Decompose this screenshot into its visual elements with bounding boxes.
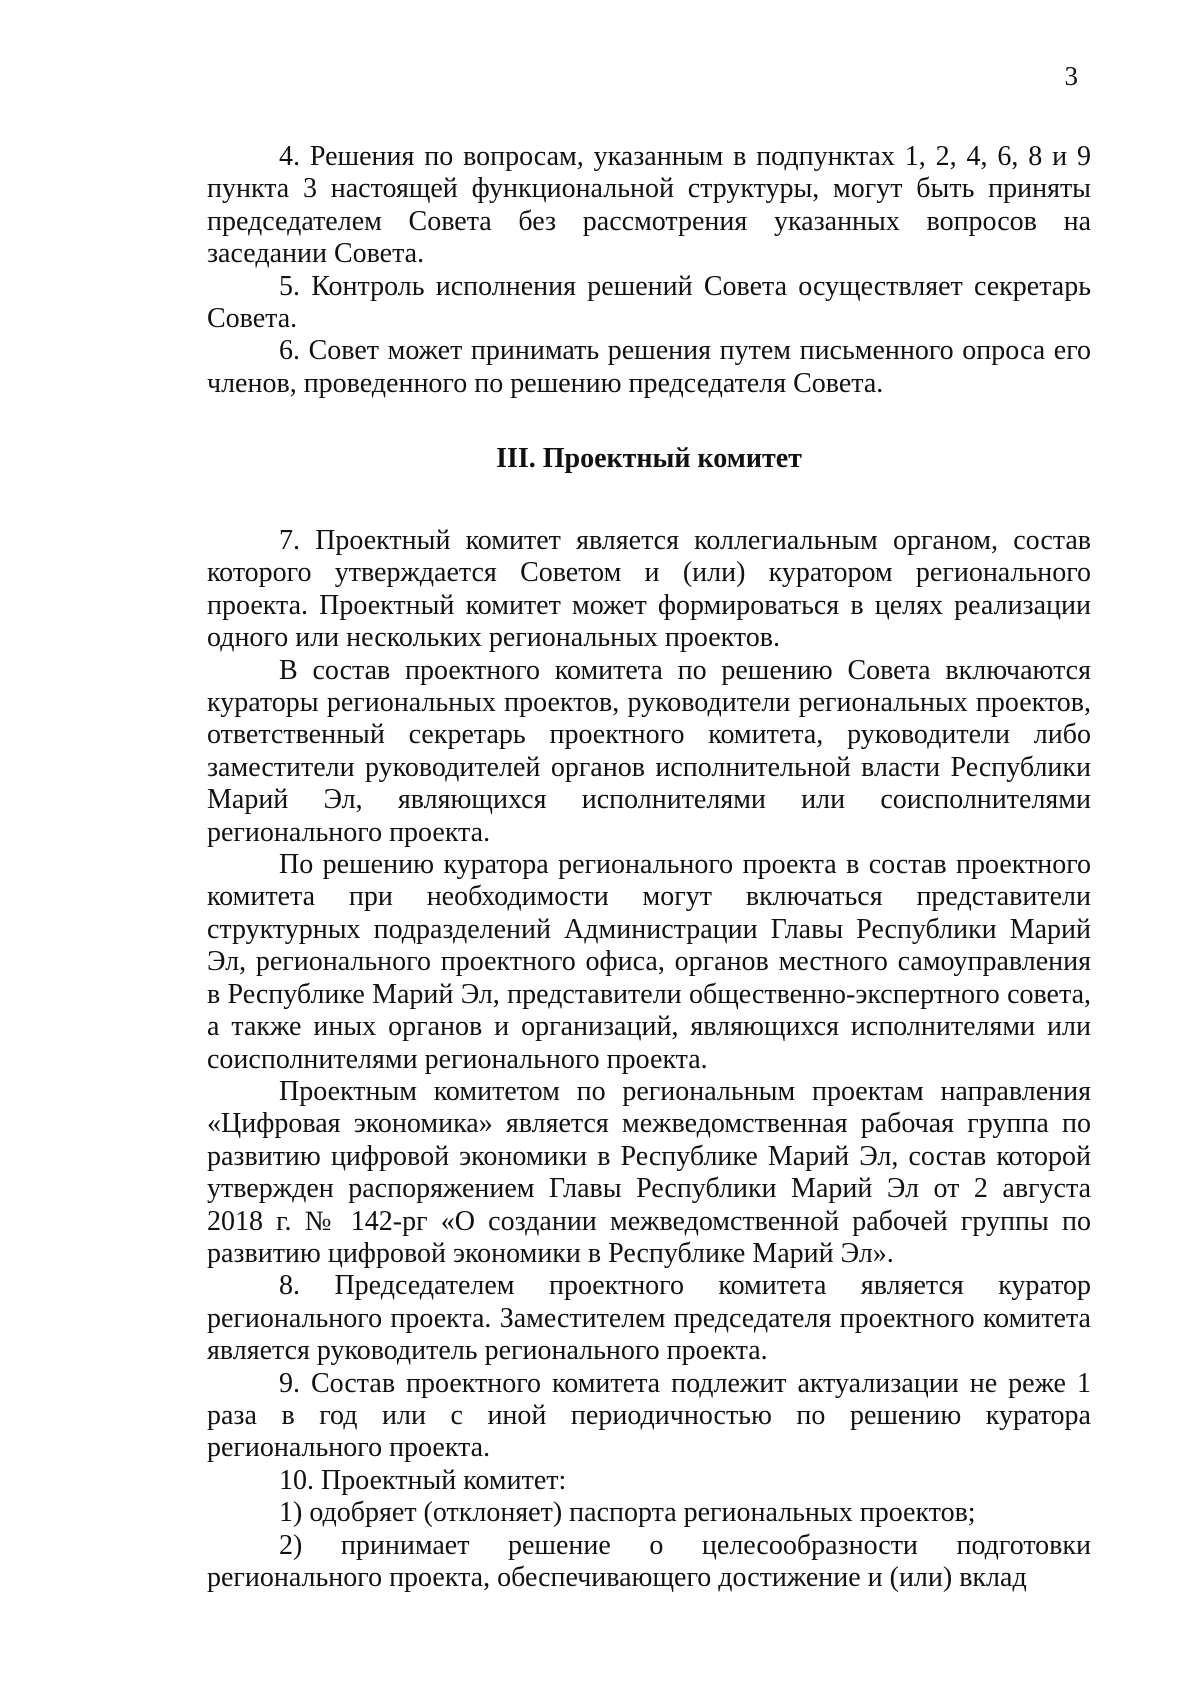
paragraph-item-6: 6. Совет может принимать решения путем письменного опроса его членов, проведенного по решению председателя Совета. [207, 335, 1091, 399]
paragraph-item-10: 10. Проектный комитет: [279, 1464, 567, 1496]
paragraph-item-5: 5. Контроль исполнения решений Совета осуществляет секретарь Совета. [207, 270, 1091, 335]
section-heading: III. Проектный комитет [496, 443, 802, 474]
paragraphs-section-ii-end [207, 141, 1091, 400]
paragraph-committee-members: В состав проектного комитета по решению Совета включаются кураторы региональных проектов, руководители региональных проектов, ответственный секретарь проектного комитета, руководители либо заместители руководителей органов исполнительной власти Республики Марий Эл, являющихся исполнителями или соисполнителями регионального проекта. [207, 654, 1091, 848]
paragraphs-section-iii [207, 525, 1091, 1594]
paragraph-item-7: 7. Проектный комитет является коллегиальным органом, состав которого утверждается Советом и (или) куратором регионального проекта. Проектный комитет может формироваться в целях реализации одного или нескольких региональных проектов. [207, 525, 1091, 654]
paragraph-item-8: 8. Председателем проектного комитета является куратор регионального проекта. Заместителем председателя проектного комитета является руководитель регионального проекта. [207, 1270, 1091, 1367]
paragraph-item-4: 4. Решения по вопросам, указанным в подпунктах 1, 2, 4, 6, 8 и 9 пункта 3 настоящей функциональной структуры, могут быть приняты председателем Совета без рассмотрения указанных вопросов на заседании Совета. [207, 141, 1091, 270]
paragraph-subitem-1: 1) одобряет (отклоняет) паспорта региональных проектов; [279, 1497, 976, 1529]
page-number: 3 [1064, 61, 1078, 91]
paragraph-item-9: 9. Состав проектного комитета подлежит актуализации не реже 1 раза в год или с иной периодичностью по решению куратора регионального проекта. [207, 1367, 1091, 1464]
paragraph-subitem-2: 2) принимает решение о целесообразности подготовки регионального проекта, обеспечивающего достижение и (или) вклад [207, 1529, 1091, 1593]
paragraph-additional-members: По решению куратора регионального проекта в состав проектного комитета при необходимости могут включаться представители структурных подразделений Администрации Главы Республики Марий Эл, регионального проектного офиса, органов местного самоуправления в Республике Марий Эл, представители общественно-экспертного совета, а также иных органов и организаций, являющихся исполнителями или соисполнителями регионального проекта. [207, 849, 1091, 1075]
paragraph-digital-economy: Проектным комитетом по региональным проектам направления «Цифровая экономика» является межведомственная рабочая группа по развитию цифровой экономики в Республике Марий Эл, состав которой утвержден распоряжением Главы Республики Марий Эл от 2 августа 2018 г. № 142-рг «О создании межведомственной рабочей группы по развитию цифровой экономики в Республике Марий Эл». [207, 1075, 1091, 1269]
